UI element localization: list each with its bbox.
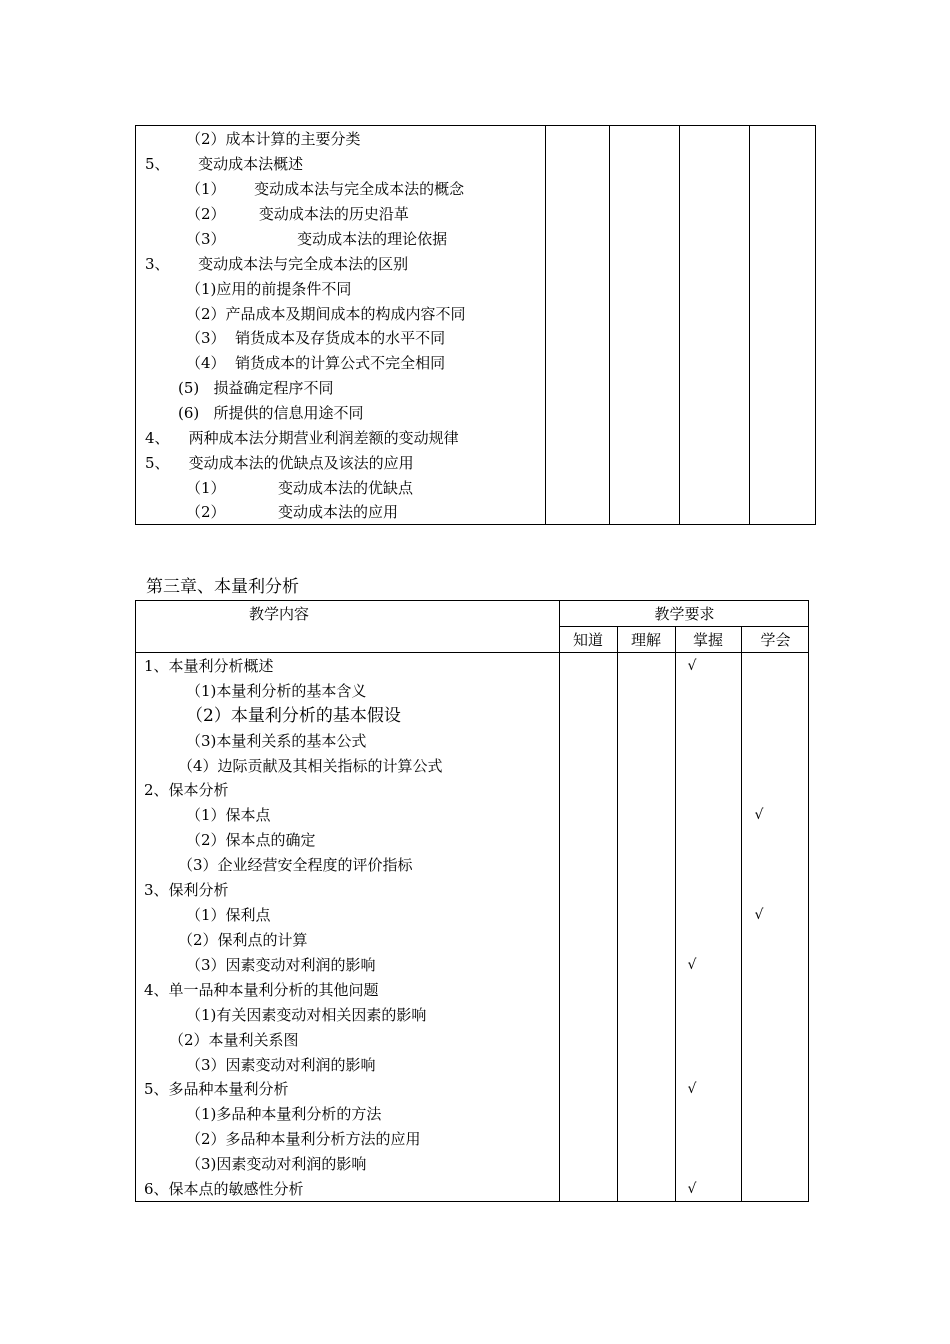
check-mark: √ — [754, 807, 764, 823]
check-mark: √ — [687, 658, 697, 674]
table-row: （2）本量利分析的基本假设 — [186, 706, 401, 726]
table-row: (6) 所提供的信息用途不同 — [178, 404, 364, 422]
header-divider — [559, 626, 808, 627]
table-row: （1） 变动成本法的优缺点 — [186, 479, 413, 497]
header-bottom-line — [136, 652, 808, 653]
table-row: （4）边际贡献及其相关指标的计算公式 — [178, 757, 443, 775]
table-row: （3）因素变动对利润的影响 — [186, 956, 376, 974]
table-row: 3、 变动成本法与完全成本法的区别 — [145, 255, 409, 273]
column-header-master: 掌握 — [692, 631, 723, 649]
table-row: （1)多品种本量利分析的方法 — [186, 1105, 382, 1123]
table-row: 5、 变动成本法概述 — [145, 155, 304, 173]
table-row: （2）产品成本及期间成本的构成内容不同 — [186, 305, 466, 323]
column-header-learn: 学会 — [760, 631, 791, 649]
column-divider — [545, 126, 546, 524]
table-row: （1）保本点 — [186, 806, 271, 824]
check-mark: √ — [687, 957, 697, 973]
check-mark: √ — [754, 907, 764, 923]
table-row: 5、 变动成本法的优缺点及该法的应用 — [145, 454, 414, 472]
table-row: （3)本量利关系的基本公式 — [186, 732, 367, 750]
table-row: （2）成本计算的主要分类 — [186, 130, 361, 148]
table-row: 3、保利分析 — [144, 881, 229, 899]
chapter-title: 第三章、本量利分析 — [146, 577, 299, 597]
table-row: （3）企业经营安全程度的评价指标 — [178, 856, 413, 874]
column-divider — [679, 126, 680, 524]
column-divider — [749, 126, 750, 524]
table-row: 5、多品种本量利分析 — [144, 1080, 289, 1098]
table-row: （2） 变动成本法的历史沿革 — [186, 205, 409, 223]
table-row: （2） 变动成本法的应用 — [186, 503, 398, 521]
check-mark: √ — [687, 1181, 697, 1197]
table-row: （4） 销货成本的计算公式不完全相同 — [186, 354, 446, 372]
column-header-know: 知道 — [572, 631, 603, 649]
check-mark: √ — [687, 1081, 697, 1097]
table-row: （2）本量利关系图 — [169, 1031, 299, 1049]
table-row: （3） 销货成本及存货成本的水平不同 — [186, 329, 446, 347]
table-row: （1)本量利分析的基本含义 — [186, 682, 367, 700]
table-row: 2、保本分析 — [144, 781, 229, 799]
table-row: （3）因素变动对利润的影响 — [186, 1056, 376, 1074]
column-divider — [559, 601, 560, 1201]
column-divider — [609, 126, 610, 524]
column-header-understand: 理解 — [630, 631, 661, 649]
table-row: （1） 变动成本法与完全成本法的概念 — [186, 180, 465, 198]
table-chapter3 — [135, 600, 809, 1202]
table-row: （1)应用的前提条件不同 — [186, 280, 352, 298]
table-row: 4、 两种成本法分期营业利润差额的变动规律 — [145, 429, 459, 447]
header-requirements: 教学要求 — [654, 605, 715, 623]
table-row: （1）保利点 — [186, 906, 271, 924]
table-row: 6、保本点的敏感性分析 — [144, 1180, 304, 1198]
column-divider — [741, 626, 742, 1201]
table-row: （2）保本点的确定 — [186, 831, 316, 849]
table-row: （1)有关因素变动对相关因素的影响 — [186, 1006, 427, 1024]
table-row: （3)因素变动对利润的影响 — [186, 1155, 367, 1173]
table-row: （2）保利点的计算 — [178, 931, 308, 949]
header-content: 教学内容 — [248, 605, 309, 623]
table-row: (5) 损益确定程序不同 — [178, 379, 334, 397]
table-row: 1、本量利分析概述 — [144, 657, 274, 675]
table-row: 4、单一品种本量利分析的其他问题 — [144, 981, 379, 999]
table-continued — [135, 125, 816, 525]
column-divider — [675, 626, 676, 1201]
table-row: （3） 变动成本法的理论依据 — [186, 230, 448, 248]
column-divider — [617, 626, 618, 1201]
table-row: （2）多品种本量利分析方法的应用 — [186, 1130, 421, 1148]
